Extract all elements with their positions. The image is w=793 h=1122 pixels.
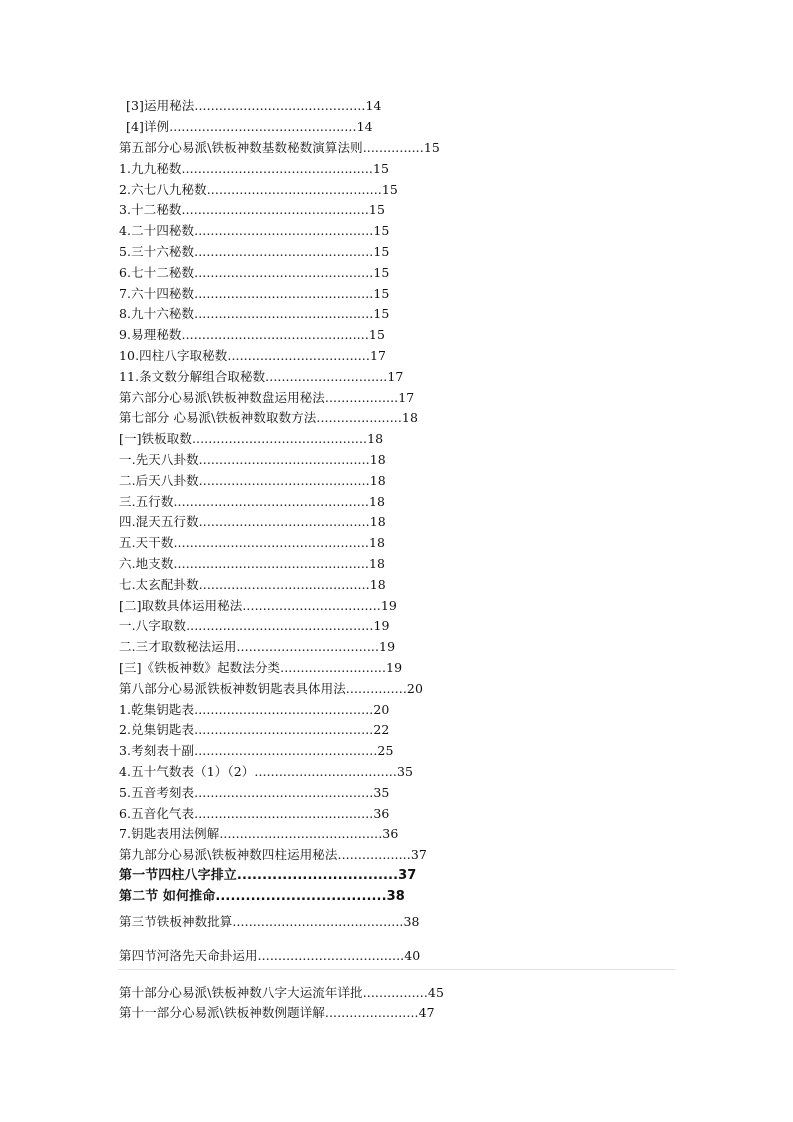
toc-entry: 4.二十四秘数............................................15 [119,223,390,238]
toc-entry: 五.天干数................................................18 [119,535,386,550]
toc-entry: 5.三十六秘数............................................15 [119,244,390,259]
toc-entry: 7.六十四秘数............................................15 [119,286,390,301]
toc-entry: 11.条文数分解组合取秘数..............................17 [119,369,404,384]
toc-entry: 5.五音考刻表............................................35 [119,785,390,800]
toc-entry: 9.易理秘数..............................................15 [119,327,386,342]
toc-entry: 一.先天八卦数..........................................18 [119,452,386,467]
section-divider [118,969,675,970]
toc-entry: 6.五音化气表............................................36 [119,806,390,821]
toc-entry: 第三节铁板神数批算..........................................38 [119,914,420,929]
toc-entry: [二]取数具体运用秘法..................................19 [119,598,397,613]
toc-entry: 4.五十气数表（1）（2）...................................35 [119,764,414,779]
toc-entry: 3.十二秘数..............................................15 [119,202,386,217]
toc-entry: 6.七十二秘数............................................15 [119,265,390,280]
toc-entry: 六.地支数................................................18 [119,556,386,571]
toc-entry: 第四节河洛先天命卦运用....................................40 [119,948,421,963]
toc-entry: 3.考刻表十副.............................................25 [119,743,394,758]
toc-entry: [三]《铁板神数》起数法分类..........................19 [119,660,403,675]
toc-entry-bold: 第二节 如何推命..................................38 [119,889,405,904]
toc-entry: [3]运用秘法..........................................14 [126,98,382,113]
toc-entry: [一]铁板取数...........................................18 [119,431,384,446]
toc-entry: 8.九十六秘数............................................15 [119,306,390,321]
toc-entry: 三.五行数................................................18 [119,494,386,509]
toc-entry: 四.混天五行数..........................................18 [119,514,386,529]
toc-entry: 第六部分心易派\铁板神数盘运用秘法..................17 [119,390,415,405]
toc-entry: 1.乾集钥匙表............................................20 [119,702,390,717]
toc-entry-bold: 第一节四柱八字排立................................37 [119,868,417,883]
toc-entry: 二.后天八卦数..........................................18 [119,473,386,488]
toc-entry: 第十一部分心易派\铁板神数例题详解.......................47 [119,1005,435,1020]
toc-entry: 第十部分心易派\铁板神数八字大运流年详批................45 [119,985,444,1000]
toc-entry: 第九部分心易派\铁板神数四柱运用秘法..................37 [119,847,427,862]
toc-entry: [4]详例..............................................14 [126,119,373,134]
toc-entry: 二.三才取数秘法运用...................................19 [119,639,396,654]
toc-entry: 一.八字取数..............................................19 [119,618,390,633]
toc-entry: 1.九九秘数...............................................15 [119,161,390,176]
toc-entry: 第五部分心易派\铁板神数基数秘数演算法则...............15 [119,140,440,155]
toc-entry: 10.四柱八字取秘数...................................17 [119,348,387,363]
toc-entry: 第八部分心易派铁板神数钥匙表具体用法...............20 [119,681,424,696]
toc-entry: 2.兑集钥匙表............................................22 [119,722,390,737]
toc-entry: 7.钥匙表用法例解........................................36 [119,826,399,841]
toc-entry: 2.六七八九秘数...........................................15 [119,182,398,197]
toc-entry: 第七部分 心易派\铁板神数取数方法.....................18 [119,410,419,425]
toc-entry: 七.太玄配卦数..........................................18 [119,577,386,592]
